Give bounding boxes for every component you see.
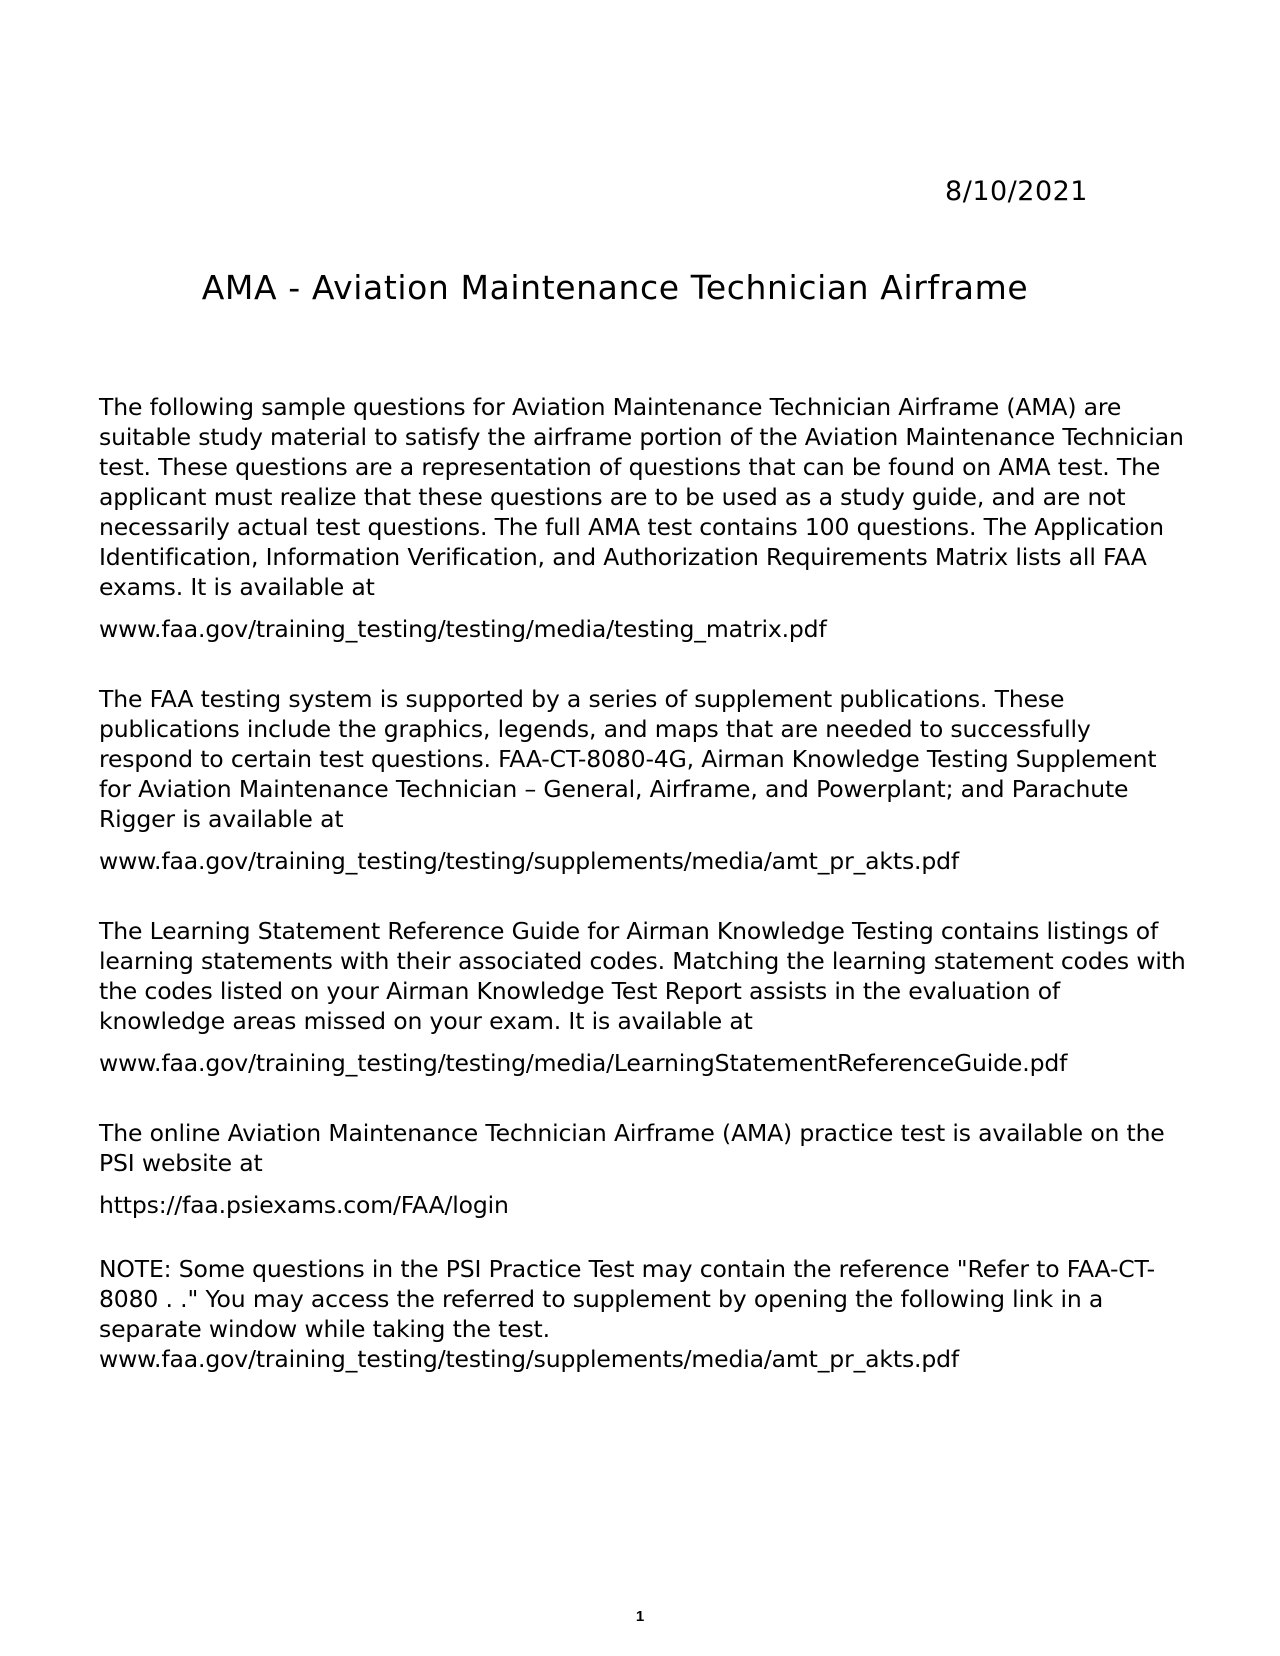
intro-paragraph: The following sample questions for Aviation Maintenance Technician Airframe (AMA) are suitable study material to satisfy the airframe portion of the Aviation Maintenance Technician test. These questions are a representation of questions that can be found on AMA test. The applicant must realize that these questions are to be used as a study guide, and are not necessarily actual test questions. The full AMA test contains 100 questions. The Application Identification, Information Verification, and Authorization Requirements Matrix lists all FAA exams. It is available at bbox=[99, 393, 1184, 601]
note-paragraph: NOTE: Some questions in the PSI Practice Test may contain the reference "Refer to FAA-CT-8080 . ." You may access the referred to supplement by opening the following link in a separate window while taking the test. bbox=[99, 1255, 1155, 1343]
page-number: 1 bbox=[635, 1608, 645, 1625]
testing-matrix-link[interactable]: www.faa.gov/training_testing/testing/media/testing_matrix.pdf bbox=[99, 615, 827, 643]
practice-test-paragraph: The online Aviation Maintenance Technician Airframe (AMA) practice test is available on the PSI website at bbox=[99, 1119, 1165, 1177]
document-body bbox=[99, 392, 1189, 1374]
learning-statement-paragraph: The Learning Statement Reference Guide for Airman Knowledge Testing contains listings of learning statements with their associated codes. Matching the learning statement codes with the codes listed on your Airman Knowledge Test Report assists in the evaluation of knowledge areas missed on your exam. It is available at bbox=[99, 917, 1186, 1035]
document-title: AMA - Aviation Maintenance Technician Airframe bbox=[201, 268, 1029, 307]
psi-login-link[interactable]: https://faa.psiexams.com/FAA/login bbox=[99, 1191, 509, 1219]
supplement-paragraph: The FAA testing system is supported by a series of supplement publications. These publications include the graphics, legends, and maps that are needed to successfully respond to certain test questions. FAA-CT-8080-4G, Airman Knowledge Testing Supplement for Aviation Maintenance Technician – General, Airframe, and Powerplant; and Parachute Rigger is available at bbox=[99, 685, 1157, 833]
document-date: 8/10/2021 bbox=[945, 176, 1088, 207]
note-supplement-link[interactable]: www.faa.gov/training_testing/testing/supplements/media/amt_pr_akts.pdf bbox=[99, 1345, 960, 1373]
learning-statement-link[interactable]: www.faa.gov/training_testing/testing/media/LearningStatementReferenceGuide.pdf bbox=[99, 1049, 1068, 1077]
supplement-link[interactable]: www.faa.gov/training_testing/testing/supplements/media/amt_pr_akts.pdf bbox=[99, 847, 960, 875]
